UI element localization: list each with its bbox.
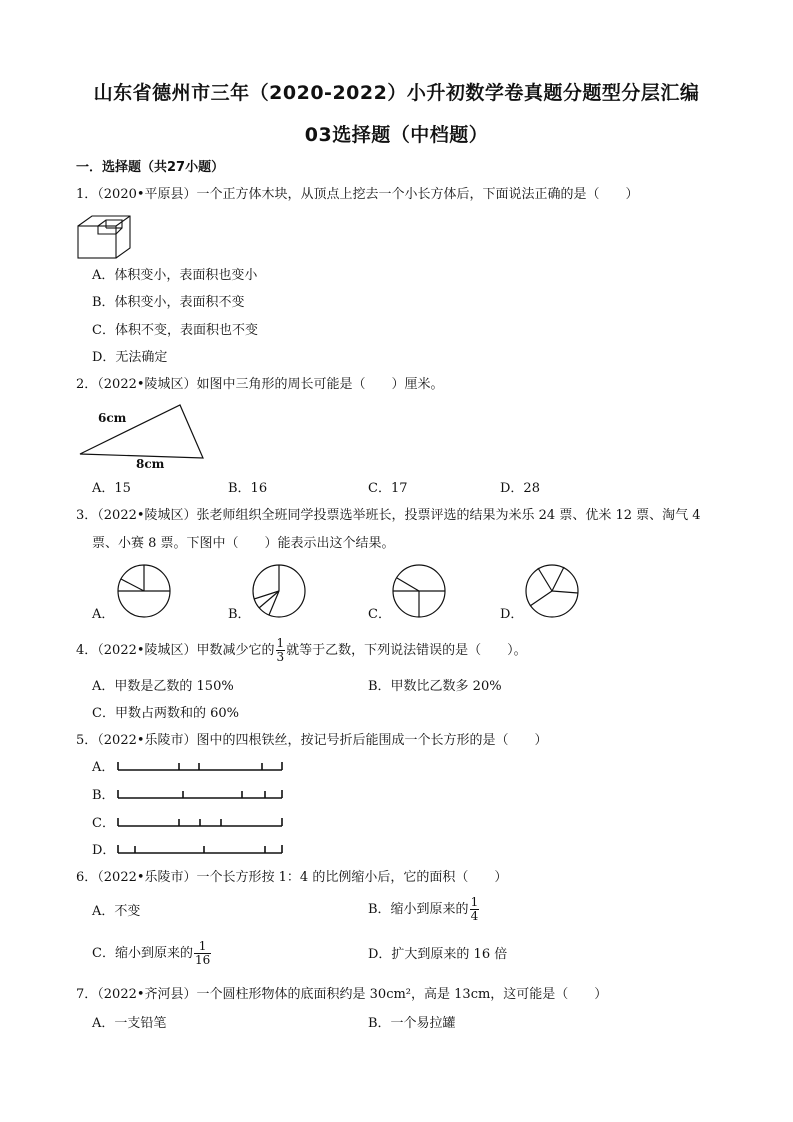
q6-option-b-fraction bbox=[470, 896, 480, 923]
q2-stem: 2．（2022•陵城区）如图中三角形的周长可能是（ ）厘米。 bbox=[76, 377, 444, 392]
q5-wire-d bbox=[116, 843, 284, 855]
document-title: 山东省德州市三年（2020-2022）小升初数学卷真题分题型分层汇编 bbox=[93, 82, 700, 104]
q1-option-d: D．无法确定 bbox=[92, 350, 168, 365]
q5-wire-a bbox=[116, 760, 284, 772]
q2-option-c: C．17 bbox=[368, 481, 408, 496]
q2-base-label: 8cm bbox=[136, 457, 165, 471]
q6-option-a: A．不变 bbox=[92, 904, 141, 919]
q5-stem: 5．（2022•乐陵市）图中的四根铁丝，按记号折后能围成一个长方形的是（ ） bbox=[76, 733, 548, 748]
q1-stem: 1．（2020•平原县）一个正方体木块，从顶点上挖去一个小长方体后，下面说法正确的是（ ） bbox=[76, 187, 639, 202]
q5-option-b: B． bbox=[92, 788, 115, 803]
q6-option-b-denominator: 4 bbox=[470, 909, 479, 923]
q3-stem-line2: 票、小赛 8 票。下图中（ ）能表示出这个结果。 bbox=[92, 536, 395, 551]
q1-option-b: B．体积变小，表面积不变 bbox=[92, 295, 245, 310]
q5-wire-b bbox=[116, 788, 284, 800]
q5-option-a: A． bbox=[92, 760, 115, 775]
q3-option-c: C． bbox=[368, 607, 391, 622]
q6-option-c-denominator: 16 bbox=[194, 953, 211, 967]
q3-option-b: B． bbox=[228, 607, 251, 622]
q1-option-a: A．体积变小，表面积也变小 bbox=[92, 268, 258, 283]
q2-option-b: B．16 bbox=[228, 481, 268, 496]
q6-option-c-fraction bbox=[194, 940, 211, 967]
q3-pie-c bbox=[391, 563, 447, 619]
q4-stem-pre: 4．（2022•陵城区）甲数减少它的 bbox=[76, 643, 275, 658]
q3-pie-b bbox=[251, 563, 307, 619]
q6-option-d: D．扩大到原来的 16 倍 bbox=[368, 947, 508, 962]
q2-option-a: A．15 bbox=[92, 481, 131, 496]
q4-option-b: B．甲数比乙数多 20% bbox=[368, 679, 502, 694]
q4-stem-post: 就等于乙数，下列说法错误的是（ ）。 bbox=[286, 643, 527, 658]
q4-stem bbox=[76, 637, 527, 664]
q2-side-label: 6cm bbox=[98, 411, 127, 425]
q6-option-b-numerator: 1 bbox=[470, 895, 479, 909]
q7-stem: 7．（2022•齐河县）一个圆柱形物体的底面积约是 30cm²，高是 13cm，这可能是（ ） bbox=[76, 987, 608, 1002]
q7-option-a: A．一支铅笔 bbox=[92, 1016, 167, 1031]
q2-option-d: D．28 bbox=[500, 481, 540, 496]
q3-stem-line1: 3．（2022•陵城区）张老师组织全班同学投票选举班长，投票评选的结果为米乐 24 票、优米 12 票、淘气 4 bbox=[76, 508, 701, 523]
q6-stem: 6．（2022•乐陵市）一个长方形按 1：4 的比例缩小后，它的面积（ ） bbox=[76, 870, 508, 885]
q7-option-b: B．一个易拉罐 bbox=[368, 1016, 456, 1031]
q1-option-c: C．体积不变，表面积也不变 bbox=[92, 323, 258, 338]
q3-option-a: A． bbox=[92, 607, 115, 622]
q3-pie-a bbox=[116, 563, 172, 619]
q2-triangle-figure bbox=[76, 402, 208, 462]
q6-option-c bbox=[92, 940, 212, 967]
q5-wire-c bbox=[116, 816, 284, 828]
q4-fraction-denominator: 3 bbox=[276, 650, 285, 664]
q3-option-d: D． bbox=[500, 607, 524, 622]
q6-option-c-numerator: 1 bbox=[194, 940, 211, 954]
q6-option-b bbox=[368, 896, 480, 923]
q5-option-c: C． bbox=[92, 816, 115, 831]
q5-option-d: D． bbox=[92, 843, 116, 858]
q4-fraction-numerator: 1 bbox=[276, 636, 285, 650]
q6-option-b-text: B．缩小到原来的 bbox=[368, 902, 469, 917]
q6-option-c-text: C．缩小到原来的 bbox=[92, 946, 193, 961]
section-heading: 一．选择题（共27小题） bbox=[76, 160, 225, 175]
q1-cube-figure bbox=[76, 214, 136, 260]
q4-option-c: C．甲数占两数和的 60% bbox=[92, 706, 239, 721]
q4-fraction bbox=[276, 637, 286, 664]
q4-option-a: A．甲数是乙数的 150% bbox=[92, 679, 234, 694]
q3-pie-d bbox=[524, 563, 580, 619]
document-subtitle: 03选择题（中档题） bbox=[304, 124, 489, 146]
